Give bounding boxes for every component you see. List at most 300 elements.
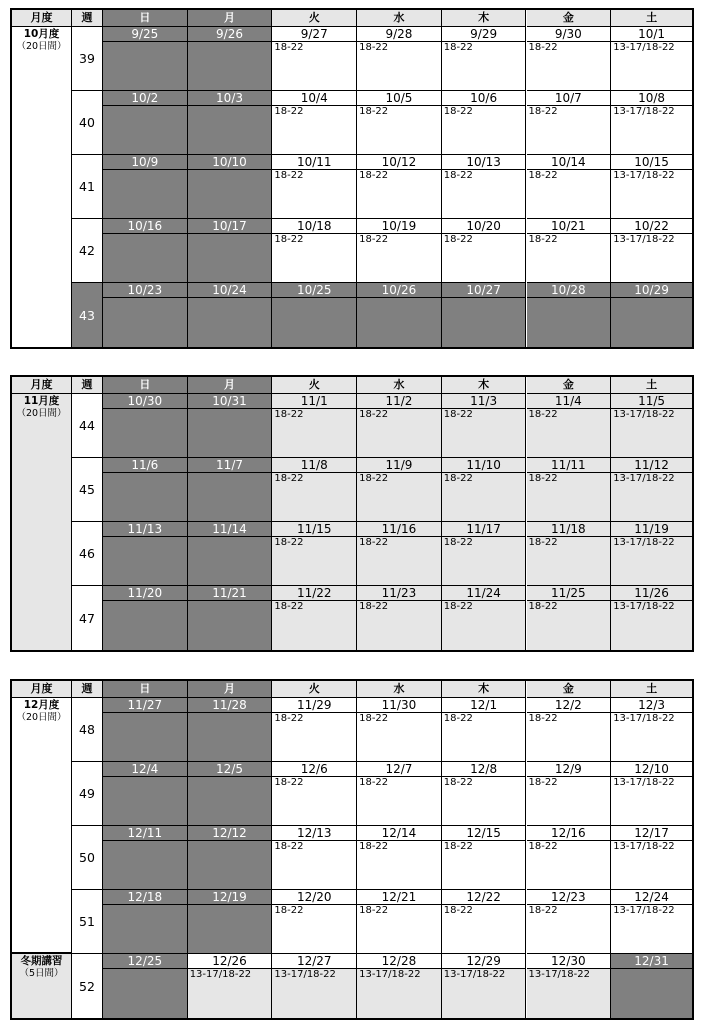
day-cell <box>103 522 188 586</box>
day-date: 10/5 <box>357 91 441 106</box>
day-date: 12/11 <box>103 826 187 841</box>
day-cell <box>527 698 612 762</box>
day-date: 10/20 <box>442 219 526 234</box>
day-date: 10/10 <box>188 155 272 170</box>
day-cell <box>103 890 188 954</box>
day-date: 10/12 <box>357 155 441 170</box>
day-cell <box>357 219 442 283</box>
day-cell <box>272 91 357 155</box>
day-date: 11/18 <box>527 522 611 537</box>
day-date: 11/21 <box>188 586 272 601</box>
day-cell <box>611 283 692 347</box>
day-date: 12/22 <box>442 890 526 905</box>
day-hours: 18-22 <box>443 537 473 548</box>
day-cell <box>272 283 357 347</box>
day-cell <box>188 458 273 522</box>
week-number: 50 <box>72 826 103 890</box>
day-cell <box>103 698 188 762</box>
day-date: 10/14 <box>527 155 611 170</box>
week-number: 43 <box>72 283 103 347</box>
day-cell <box>357 890 442 954</box>
day-date: 12/31 <box>611 954 692 969</box>
day-date: 10/23 <box>103 283 187 298</box>
day-date: 11/29 <box>272 698 356 713</box>
day-cell <box>357 27 442 91</box>
day-cell <box>611 458 692 522</box>
day-cell <box>442 283 527 347</box>
day-hours: 18-22 <box>528 777 558 788</box>
day-cell <box>442 394 527 458</box>
day-cell <box>188 890 273 954</box>
day-date: 11/8 <box>272 458 356 473</box>
day-hours: 18-22 <box>359 537 389 548</box>
header-day: 木 <box>442 681 527 698</box>
day-cell <box>357 826 442 890</box>
header-week: 週 <box>72 377 103 394</box>
day-date: 12/3 <box>611 698 692 713</box>
day-cell <box>527 27 612 91</box>
header-day: 木 <box>442 377 527 394</box>
day-hours: 18-22 <box>528 170 558 181</box>
day-date: 9/27 <box>272 27 356 42</box>
day-cell <box>272 155 357 219</box>
day-hours: 13-17/18-22 <box>613 841 675 852</box>
day-hours: 13-17/18-22 <box>613 473 675 484</box>
day-cell <box>527 458 612 522</box>
day-hours: 18-22 <box>359 473 389 484</box>
month-days: （20日間） <box>16 408 67 419</box>
day-hours: 13-17/18-22 <box>613 601 675 612</box>
day-hours: 18-22 <box>274 106 304 117</box>
week-number: 39 <box>72 27 103 91</box>
day-date: 10/18 <box>272 219 356 234</box>
day-date: 12/10 <box>611 762 692 777</box>
day-date: 12/24 <box>611 890 692 905</box>
day-date: 12/20 <box>272 890 356 905</box>
day-date: 11/27 <box>103 698 187 713</box>
header-day: 水 <box>357 377 442 394</box>
day-cell <box>357 762 442 826</box>
day-date: 11/16 <box>357 522 441 537</box>
day-date: 11/17 <box>442 522 526 537</box>
day-cell <box>357 91 442 155</box>
day-date: 10/31 <box>188 394 272 409</box>
day-cell <box>188 954 273 1018</box>
day-hours: 18-22 <box>274 409 304 420</box>
day-date: 10/11 <box>272 155 356 170</box>
day-date: 11/30 <box>357 698 441 713</box>
day-hours: 18-22 <box>359 601 389 612</box>
day-cell <box>611 394 692 458</box>
day-hours: 18-22 <box>528 409 558 420</box>
header-day: 日 <box>103 681 188 698</box>
day-date: 9/26 <box>188 27 272 42</box>
day-date: 12/2 <box>527 698 611 713</box>
day-cell <box>357 698 442 762</box>
day-hours: 18-22 <box>274 777 304 788</box>
week-number: 40 <box>72 91 103 155</box>
day-date: 10/15 <box>611 155 692 170</box>
day-cell <box>188 826 273 890</box>
week-number: 51 <box>72 890 103 954</box>
day-date: 10/21 <box>527 219 611 234</box>
day-hours: 18-22 <box>359 106 389 117</box>
day-date: 11/6 <box>103 458 187 473</box>
day-cell <box>442 155 527 219</box>
day-date: 10/2 <box>103 91 187 106</box>
header-day: 月 <box>188 681 273 698</box>
day-cell <box>188 155 273 219</box>
day-cell <box>272 698 357 762</box>
day-date: 10/7 <box>527 91 611 106</box>
day-hours: 18-22 <box>359 841 389 852</box>
day-date: 10/9 <box>103 155 187 170</box>
day-cell <box>527 155 612 219</box>
header-day: 金 <box>527 377 612 394</box>
day-date: 12/12 <box>188 826 272 841</box>
day-hours: 18-22 <box>528 42 558 53</box>
day-hours: 18-22 <box>359 42 389 53</box>
month-name: 冬期講習 <box>20 955 63 967</box>
day-cell <box>188 522 273 586</box>
day-date: 11/23 <box>357 586 441 601</box>
header-week: 週 <box>72 10 103 27</box>
day-cell <box>442 27 527 91</box>
day-hours: 13-17/18-22 <box>613 170 675 181</box>
day-date: 11/2 <box>357 394 441 409</box>
day-cell <box>357 283 442 347</box>
day-date: 11/3 <box>442 394 526 409</box>
header-day: 金 <box>527 10 612 27</box>
day-date: 12/25 <box>103 954 187 969</box>
day-date: 12/27 <box>272 954 356 969</box>
day-cell <box>272 219 357 283</box>
header-day: 火 <box>272 681 357 698</box>
day-cell <box>272 586 357 650</box>
day-cell <box>442 954 527 1018</box>
week-number: 42 <box>72 219 103 283</box>
day-date: 12/14 <box>357 826 441 841</box>
week-number: 52 <box>72 954 103 1018</box>
day-hours: 18-22 <box>528 905 558 916</box>
day-cell <box>272 954 357 1018</box>
day-date: 12/15 <box>442 826 526 841</box>
day-date: 11/20 <box>103 586 187 601</box>
day-date: 11/5 <box>611 394 692 409</box>
month-cell <box>12 394 72 650</box>
day-cell <box>611 698 692 762</box>
header-day: 土 <box>611 681 692 698</box>
day-date: 10/19 <box>357 219 441 234</box>
day-hours: 18-22 <box>359 905 389 916</box>
day-cell <box>611 826 692 890</box>
day-date: 12/17 <box>611 826 692 841</box>
day-hours: 18-22 <box>528 537 558 548</box>
day-hours: 18-22 <box>274 601 304 612</box>
day-hours: 13-17/18-22 <box>443 969 506 980</box>
day-cell <box>527 219 612 283</box>
month-cell <box>12 954 72 1018</box>
day-date: 11/14 <box>188 522 272 537</box>
day-cell <box>611 219 692 283</box>
day-date: 12/28 <box>357 954 441 969</box>
month-cell <box>12 698 72 954</box>
day-cell <box>272 890 357 954</box>
day-hours: 13-17/18-22 <box>613 42 675 53</box>
day-date: 9/30 <box>527 27 611 42</box>
day-date: 12/6 <box>272 762 356 777</box>
week-number: 46 <box>72 522 103 586</box>
day-hours: 18-22 <box>443 106 473 117</box>
month-days: （20日間） <box>16 41 67 52</box>
day-hours: 18-22 <box>443 170 473 181</box>
day-date: 12/7 <box>357 762 441 777</box>
day-cell <box>527 394 612 458</box>
day-hours: 13-17/18-22 <box>613 234 675 245</box>
header-day: 火 <box>272 10 357 27</box>
header-day: 日 <box>103 377 188 394</box>
day-cell <box>442 522 527 586</box>
day-date: 10/8 <box>611 91 692 106</box>
day-date: 12/23 <box>527 890 611 905</box>
day-date: 10/13 <box>442 155 526 170</box>
day-hours: 18-22 <box>274 42 304 53</box>
day-cell <box>188 219 273 283</box>
day-cell <box>357 954 442 1018</box>
day-cell <box>527 954 612 1018</box>
day-cell <box>611 762 692 826</box>
day-date: 10/3 <box>188 91 272 106</box>
day-date: 11/7 <box>188 458 272 473</box>
day-date: 11/9 <box>357 458 441 473</box>
day-date: 12/4 <box>103 762 187 777</box>
day-hours: 18-22 <box>528 601 558 612</box>
day-hours: 18-22 <box>274 905 304 916</box>
month-days: （5日間） <box>19 968 64 979</box>
day-cell <box>442 826 527 890</box>
header-day: 土 <box>611 377 692 394</box>
header-day: 月 <box>188 377 273 394</box>
day-hours: 18-22 <box>274 170 304 181</box>
day-cell <box>103 91 188 155</box>
day-cell <box>527 586 612 650</box>
day-cell <box>103 826 188 890</box>
week-number: 49 <box>72 762 103 826</box>
day-date: 11/13 <box>103 522 187 537</box>
day-cell <box>611 27 692 91</box>
day-date: 12/29 <box>442 954 526 969</box>
header-day: 木 <box>442 10 527 27</box>
day-date: 11/10 <box>442 458 526 473</box>
header-month: 月度 <box>12 10 72 27</box>
day-date: 10/28 <box>527 283 611 298</box>
day-hours: 18-22 <box>528 473 558 484</box>
day-date: 10/24 <box>188 283 272 298</box>
month-name: 11月度 <box>23 395 60 407</box>
day-date: 10/25 <box>272 283 356 298</box>
day-cell <box>527 762 612 826</box>
header-month: 月度 <box>12 681 72 698</box>
month-name: 10月度 <box>23 28 60 40</box>
day-hours: 18-22 <box>274 234 304 245</box>
day-date: 12/8 <box>442 762 526 777</box>
day-date: 11/26 <box>611 586 692 601</box>
header-day: 火 <box>272 377 357 394</box>
day-hours: 18-22 <box>528 841 558 852</box>
day-date: 11/4 <box>527 394 611 409</box>
day-date: 11/19 <box>611 522 692 537</box>
day-hours: 13-17/18-22 <box>189 969 252 980</box>
day-cell <box>357 155 442 219</box>
day-date: 12/16 <box>527 826 611 841</box>
day-cell <box>442 890 527 954</box>
header-day: 水 <box>357 10 442 27</box>
header-month: 月度 <box>12 377 72 394</box>
day-cell <box>188 762 273 826</box>
week-number: 45 <box>72 458 103 522</box>
day-cell <box>442 762 527 826</box>
schedule-table-october <box>10 8 694 349</box>
day-cell <box>611 586 692 650</box>
day-cell <box>188 27 273 91</box>
day-cell <box>611 954 692 1018</box>
day-hours: 18-22 <box>359 170 389 181</box>
day-cell <box>442 586 527 650</box>
day-date: 11/24 <box>442 586 526 601</box>
day-cell <box>103 394 188 458</box>
day-cell <box>103 762 188 826</box>
day-hours: 18-22 <box>359 409 389 420</box>
day-cell <box>357 394 442 458</box>
day-cell <box>272 394 357 458</box>
day-cell <box>272 762 357 826</box>
day-cell <box>188 394 273 458</box>
day-date: 12/30 <box>527 954 611 969</box>
day-date: 11/1 <box>272 394 356 409</box>
day-hours: 18-22 <box>274 713 304 724</box>
day-cell <box>527 522 612 586</box>
day-hours: 13-17/18-22 <box>613 905 675 916</box>
day-hours: 18-22 <box>359 234 389 245</box>
day-date: 12/21 <box>357 890 441 905</box>
day-hours: 18-22 <box>528 234 558 245</box>
day-cell <box>527 91 612 155</box>
day-date: 10/6 <box>442 91 526 106</box>
day-hours: 18-22 <box>359 777 389 788</box>
day-date: 11/25 <box>527 586 611 601</box>
day-cell <box>611 522 692 586</box>
day-hours: 13-17/18-22 <box>613 106 675 117</box>
day-hours: 18-22 <box>443 234 473 245</box>
day-date: 10/26 <box>357 283 441 298</box>
day-cell <box>442 219 527 283</box>
day-date: 12/18 <box>103 890 187 905</box>
day-hours: 13-17/18-22 <box>613 777 675 788</box>
day-cell <box>357 586 442 650</box>
day-hours: 18-22 <box>274 841 304 852</box>
day-cell <box>103 27 188 91</box>
day-date: 10/1 <box>611 27 692 42</box>
day-date: 9/29 <box>442 27 526 42</box>
day-date: 12/19 <box>188 890 272 905</box>
day-date: 12/1 <box>442 698 526 713</box>
day-date: 10/27 <box>442 283 526 298</box>
day-hours: 13-17/18-22 <box>359 969 421 980</box>
day-cell <box>527 826 612 890</box>
day-cell <box>611 890 692 954</box>
day-hours: 13-17/18-22 <box>613 409 675 420</box>
day-cell <box>103 219 188 283</box>
day-hours: 13-17/18-22 <box>613 713 675 724</box>
schedule-table-november <box>10 375 694 652</box>
day-cell <box>527 890 612 954</box>
day-cell <box>272 27 357 91</box>
day-cell <box>188 586 273 650</box>
week-number: 47 <box>72 586 103 650</box>
day-hours: 13-17/18-22 <box>274 969 336 980</box>
day-cell <box>611 155 692 219</box>
week-number: 48 <box>72 698 103 762</box>
day-hours: 18-22 <box>443 473 473 484</box>
header-day: 金 <box>527 681 612 698</box>
header-day: 月 <box>188 10 273 27</box>
day-cell <box>272 826 357 890</box>
month-days: （20日間） <box>16 712 67 723</box>
day-cell <box>442 458 527 522</box>
day-cell <box>188 698 273 762</box>
month-cell <box>12 27 72 347</box>
day-hours: 18-22 <box>443 409 473 420</box>
day-cell <box>188 91 273 155</box>
day-cell <box>188 283 273 347</box>
day-date: 10/29 <box>611 283 692 298</box>
day-cell <box>103 155 188 219</box>
day-date: 12/9 <box>527 762 611 777</box>
schedule-table-december <box>10 679 694 1020</box>
week-number: 41 <box>72 155 103 219</box>
day-hours: 18-22 <box>359 713 389 724</box>
day-cell <box>442 698 527 762</box>
day-hours: 18-22 <box>528 713 558 724</box>
day-cell <box>442 91 527 155</box>
header-day: 土 <box>611 10 692 27</box>
day-hours: 18-22 <box>443 841 473 852</box>
day-hours: 18-22 <box>528 106 558 117</box>
day-date: 10/22 <box>611 219 692 234</box>
day-cell <box>103 586 188 650</box>
day-hours: 18-22 <box>443 777 473 788</box>
day-cell <box>611 91 692 155</box>
day-date: 9/25 <box>103 27 187 42</box>
day-date: 11/11 <box>527 458 611 473</box>
day-date: 11/28 <box>188 698 272 713</box>
day-hours: 18-22 <box>443 601 473 612</box>
day-date: 10/17 <box>188 219 272 234</box>
day-hours: 13-17/18-22 <box>613 537 675 548</box>
day-date: 10/16 <box>103 219 187 234</box>
day-date: 12/5 <box>188 762 272 777</box>
day-cell <box>272 458 357 522</box>
day-cell <box>357 458 442 522</box>
week-number: 44 <box>72 394 103 458</box>
day-hours: 18-22 <box>443 713 473 724</box>
day-cell <box>272 522 357 586</box>
header-week: 週 <box>72 681 103 698</box>
day-hours: 18-22 <box>274 473 304 484</box>
day-hours: 18-22 <box>443 905 473 916</box>
day-date: 12/13 <box>272 826 356 841</box>
day-hours: 18-22 <box>274 537 304 548</box>
